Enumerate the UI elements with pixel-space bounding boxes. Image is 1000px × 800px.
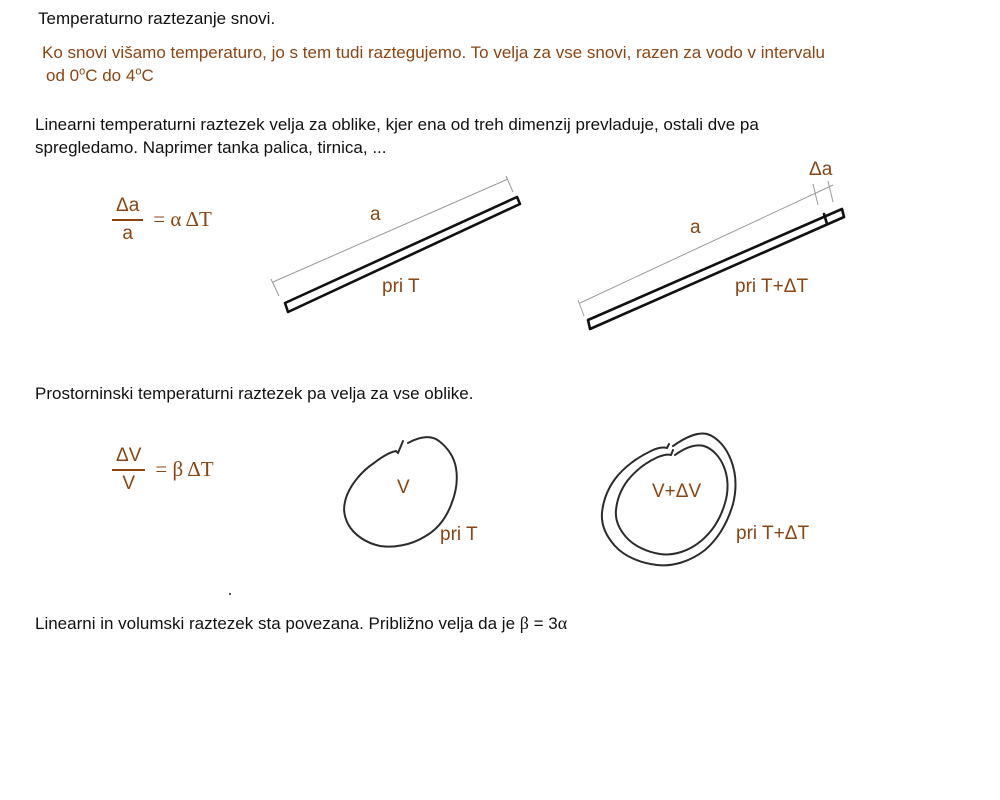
volume-paragraph: Prostorninski temperaturni raztezek pa velja za vse oblike. bbox=[35, 384, 474, 403]
rod-expanded-diagram bbox=[575, 158, 870, 333]
intro-line-2-part3: C bbox=[141, 66, 154, 85]
rod-expanded-delta-label: Δa bbox=[809, 159, 833, 180]
volume-formula-rhs: = β ΔT bbox=[155, 457, 214, 481]
degree-sup-1: o bbox=[79, 65, 86, 78]
conclusion-text bbox=[35, 612, 567, 635]
rod-shape bbox=[588, 209, 844, 329]
rod-expanded-length-label: a bbox=[690, 217, 701, 238]
linear-formula-fraction bbox=[112, 196, 143, 243]
linear-formula-denominator: a bbox=[122, 223, 133, 244]
stray-dot bbox=[229, 593, 231, 595]
volume-formula-numerator: ΔV bbox=[112, 446, 145, 471]
blob-expanded-volume-label: V+ΔV bbox=[652, 481, 702, 502]
blob-expanded-state-label: pri T+ΔT bbox=[736, 523, 810, 544]
intro-line-2-part1: od 0 bbox=[46, 66, 80, 85]
volume-formula bbox=[112, 446, 214, 493]
volume-formula-fraction bbox=[112, 446, 145, 493]
page-title: Temperaturno raztezanje snovi. bbox=[38, 9, 276, 28]
intro-line-2 bbox=[46, 64, 154, 87]
rod-expanded-state-label: pri T+ΔT bbox=[735, 276, 809, 297]
degree-sup-2: o bbox=[135, 65, 142, 78]
volume-formula-denominator: V bbox=[122, 473, 136, 494]
linear-formula-rhs: = α ΔT bbox=[153, 207, 212, 231]
blob-initial-volume-label: V bbox=[397, 477, 410, 498]
linear-paragraph-line-1: Linearni temperaturni raztezek velja za oblike, kjer ena od treh dimenzij prevladuje, ostali dve pa bbox=[35, 115, 759, 134]
intro-line-1: Ko snovi višamo temperaturo, jo s tem tudi raztegujemo. To velja za vse snovi, razen za vodo v intervalu bbox=[42, 43, 826, 62]
rod-initial-length-label: a bbox=[370, 204, 381, 225]
conclusion-part1: Linearni in volumski raztezek sta povezana. Približno velja da je bbox=[35, 614, 520, 633]
blob-initial-state-label: pri T bbox=[440, 524, 478, 545]
linear-formula bbox=[112, 196, 212, 243]
alpha-symbol: α bbox=[557, 613, 568, 633]
dimension-tick-right bbox=[828, 181, 833, 202]
dimension-line bbox=[273, 179, 508, 282]
linear-formula-numerator: Δa bbox=[112, 196, 143, 221]
rod-initial-state-label: pri T bbox=[382, 276, 420, 297]
conclusion-part2: = 3 bbox=[528, 614, 558, 633]
linear-paragraph-line-2: spregledamo. Naprimer tanka palica, tirnica, ... bbox=[35, 138, 387, 157]
intro-line-2-part2: C do 4 bbox=[85, 66, 136, 85]
rod-initial-diagram bbox=[255, 168, 545, 323]
beta-symbol: β bbox=[519, 613, 529, 633]
dimension-tick-right bbox=[506, 176, 513, 192]
